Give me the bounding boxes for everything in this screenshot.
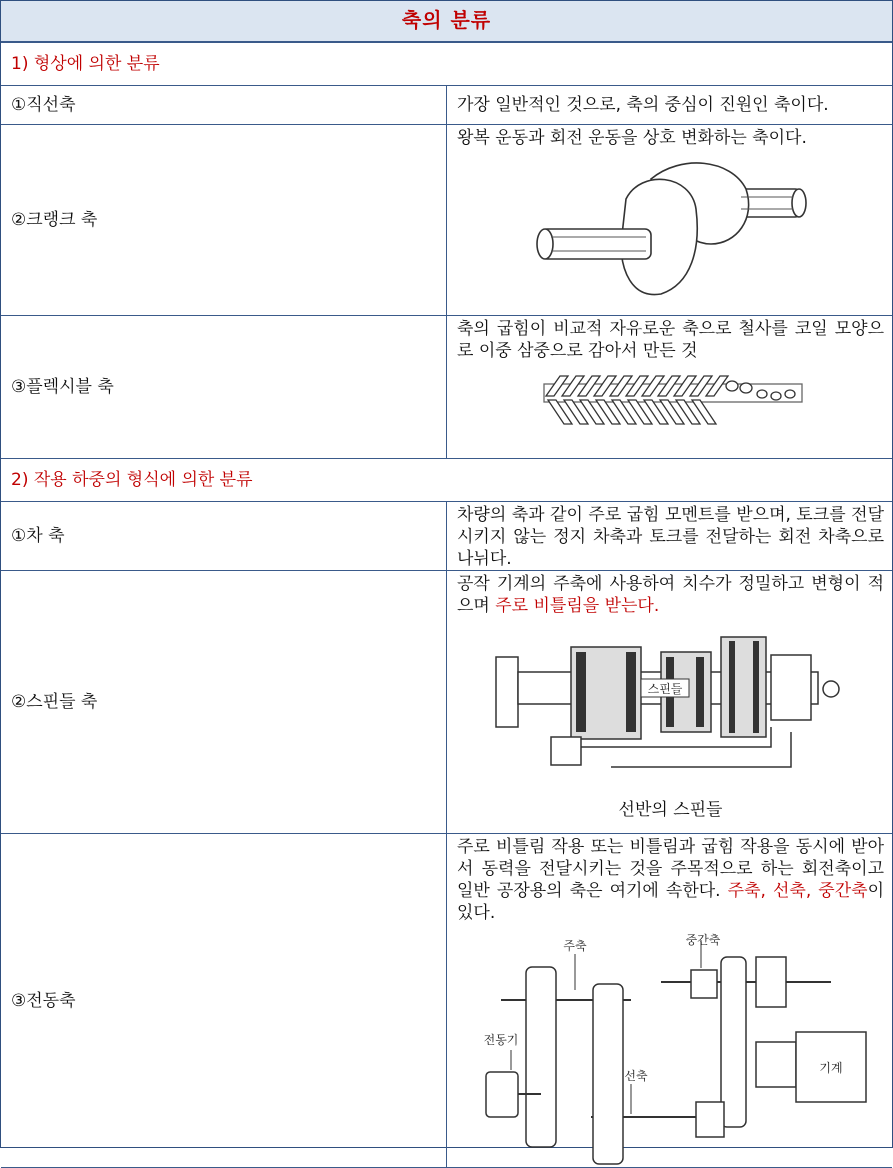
description-highlight: 주로 비틀림을 받는다. (495, 596, 660, 616)
page-title: 축의 분류 (401, 8, 492, 32)
classification-table (1, 1, 892, 1168)
intermediate-shaft-label: 중간축 (685, 933, 720, 947)
line-shaft-belt (593, 984, 623, 1164)
motor-label: 전동기 (483, 1033, 518, 1047)
section2-heading: 2) 작용 하중의 형식에 의한 분류 (1, 459, 892, 502)
description-text: 공작 기계의 주축에 사용하여 치수가 정밀하고 변형이 적으며 (457, 574, 884, 616)
row-label: ②크랭크 축 (1, 125, 447, 316)
crankshaft-left-journal (541, 229, 651, 259)
description-text: 주로 비틀림 작용 또는 비틀림과 굽힘 작용을 동시에 받아서 동력을 전달시키는 것을 주목적으로 하는 회전축이고 일반 공장용의 축은 여기에 속한다. (457, 837, 884, 901)
row-label: ③전동축 (1, 834, 447, 1168)
description-text-end: 이 있다. (457, 881, 884, 923)
crankshaft-figure (531, 149, 811, 309)
row-description (457, 836, 884, 924)
table-row (1, 86, 892, 125)
title-row (1, 1, 892, 42)
main-shaft-label: 주축 (562, 939, 587, 953)
line-shaft-label: 선축 (623, 1069, 648, 1083)
section-heading-row (1, 42, 892, 86)
row-label: ①차 축 (1, 502, 447, 571)
figure-caption: 선반의 스핀들 (618, 800, 723, 820)
table-row (1, 571, 892, 834)
section1-heading: 1) 형상에 의한 분류 (1, 42, 892, 86)
row-label: ③플렉시블 축 (1, 316, 447, 459)
description-highlight: 주축, 선축, 중간축 (727, 881, 868, 901)
coil-windings (544, 376, 802, 424)
row-description: 왕복 운동과 회전 운동을 상호 변화하는 축이다. (457, 128, 807, 148)
table-row (1, 502, 892, 571)
table-row (1, 316, 892, 459)
machine-label: 기계 (818, 1061, 843, 1075)
motor-belt (526, 967, 556, 1147)
section-heading-row (1, 459, 892, 502)
flexible-shaft-figure (536, 366, 806, 436)
spindle-flange (496, 657, 518, 727)
row-label: ①직선축 (1, 86, 447, 125)
row-description: 축의 굽힘이 비교적 자유로운 축으로 철사를 코일 모양으로 이중 삼중으로 감아서 만든 것 (457, 319, 884, 361)
row-description: 가장 일반적인 것으로, 축의 중심이 진원인 축이다. (447, 86, 893, 125)
row-description (457, 573, 884, 617)
motor-body (486, 1072, 518, 1117)
table-row (1, 834, 892, 1168)
row-label: ②스핀들 축 (1, 571, 447, 834)
row-description: 차량의 축과 같이 주로 굽힘 모멘트를 받으며, 토크를 전달시키지 않는 정지 차축과 토크를 전달하는 회전 차축으로 나뉘다. (447, 502, 893, 571)
lathe-spindle-figure (491, 627, 851, 797)
transmission-shaft-figure (471, 932, 871, 1167)
table-row (1, 125, 892, 316)
spindle-label: 스핀들 (647, 682, 682, 696)
